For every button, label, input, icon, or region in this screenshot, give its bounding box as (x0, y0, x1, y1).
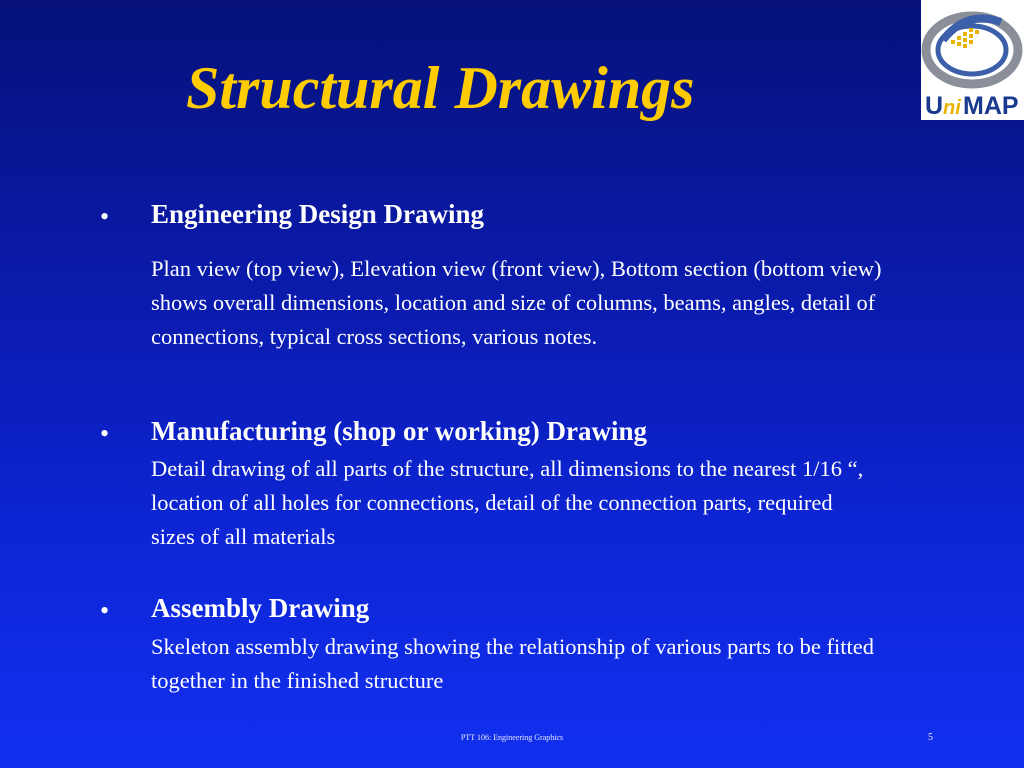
bullet-heading-assembly: Assembly Drawing (151, 593, 370, 623)
svg-text:ni: ni (943, 97, 961, 119)
bullet-dot: • (100, 419, 110, 448)
unimap-logo (921, 0, 1024, 120)
page-number: 5 (928, 732, 933, 743)
slide-title: Structural Drawings (186, 55, 695, 121)
bullet-heading-engineering-design: Engineering Design Drawing (151, 199, 485, 229)
svg-text:U: U (925, 92, 944, 120)
svg-text:MAP: MAP (963, 92, 1019, 120)
bullet-heading-manufacturing: Manufacturing (shop or working) Drawing (151, 416, 648, 446)
bullet-dot: • (100, 202, 110, 231)
bullet-body-assembly: Skeleton assembly drawing showing the relationship of various parts to be fitted together in the finished structure (151, 634, 874, 693)
slide-footer: PTT 106: Engineering Graphics (460, 733, 564, 742)
bullet-body-manufacturing: Detail drawing of all parts of the structure, all dimensions to the nearest 1/16 “, location of all holes for connections, detail of the connection parts, required sizes of all materials (151, 456, 864, 549)
bullet-dot: • (100, 596, 110, 625)
bullet-body-engineering-design: Plan view (top view), Elevation view (front view), Bottom section (bottom view) shows overall dimensions, location and size of columns, beams, angles, detail of connections, typical cross sections, various notes. (151, 256, 882, 349)
